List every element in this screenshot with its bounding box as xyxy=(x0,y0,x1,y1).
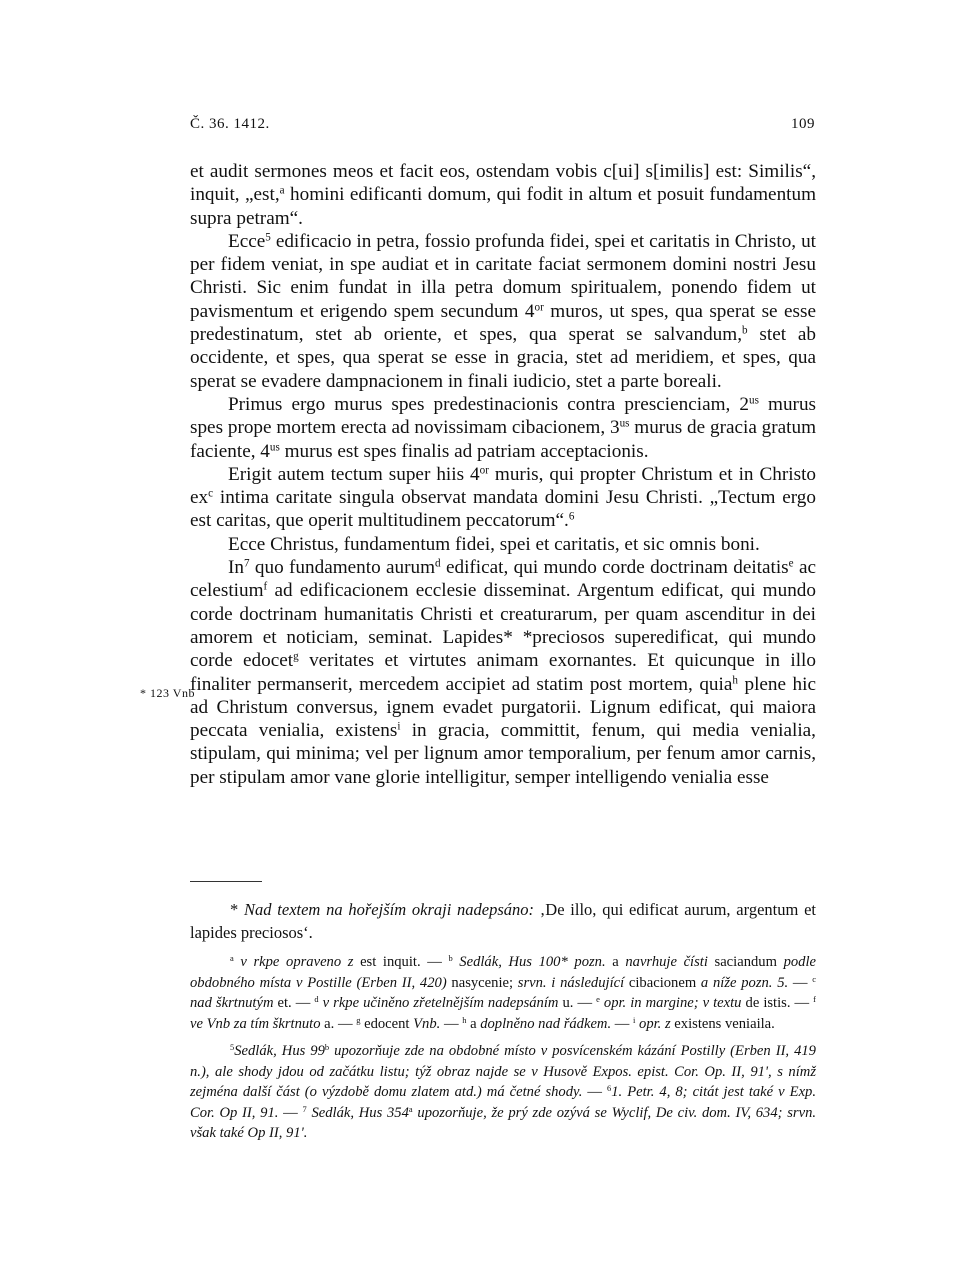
footnote-mark: a xyxy=(279,184,285,197)
text-run: — xyxy=(611,1015,634,1032)
text-run: intima caritate singula observat mandata domini Jesu Christi. „Tectum ergo est caritas, que operit multitudinem peccatorum“. xyxy=(190,487,816,532)
italic-text: Sedlák, Hus 100* pozn. xyxy=(452,954,606,970)
text-run: u. — xyxy=(558,995,597,1011)
footnote-mark: c xyxy=(812,973,816,984)
footnote-mark: 5 xyxy=(265,231,271,244)
text-run: Ecce xyxy=(228,230,266,252)
italic-text: doplněno nad řádkem. xyxy=(480,1015,612,1032)
text-run: stet ab occidente, et spes, qua sperat se esse in gracia, stet ad meridiem, et spes, qua sperat se evadere dampnacionem in finali iudicio, stet a parte boreali. xyxy=(190,324,816,392)
italic-text: upozorňuje, že prý zde ozývá se Wyclif, De civ. dom. IV, 634; srvn. však také Op II, 91'. xyxy=(190,1104,817,1141)
footnote-mark: or xyxy=(534,301,544,314)
text-run: a xyxy=(466,1015,481,1032)
text-run: homini edificanti domum, qui fodit in altum et posuit fundamentum supra petram“. xyxy=(190,184,817,229)
italic-text: a níže pozn. 5. xyxy=(700,974,789,991)
italic-text: srvn. i následující xyxy=(517,974,625,991)
footnote-mark: c xyxy=(208,487,214,500)
paragraph xyxy=(190,230,816,393)
text-run: muros, ut spes, qua sperat se esse predestinatum, stet ab oriente, et spes, qua sperat se salvandum, xyxy=(190,300,816,346)
margin-folio-note: * 123 Vnb xyxy=(140,686,195,700)
italic-text: v rkpe učiněno zřetelnějším nadepsáním xyxy=(318,995,559,1011)
footnote-apparatus xyxy=(190,952,816,1034)
footnote-mark: 7 xyxy=(302,1103,307,1114)
italic-text: navrhuje čísti xyxy=(625,954,708,970)
italic-text: nad škrtnutým xyxy=(190,995,274,1011)
italic-text: v rkpe opraveno z xyxy=(233,954,354,970)
italic-text: opr. z xyxy=(635,1015,671,1032)
footnote-mark: i xyxy=(397,720,401,733)
text-run: Ecce Christus, fundamentum fidei, spei et caritatis, et sic omnis boni. xyxy=(228,533,760,555)
text-run: Erigit autem tectum super hiis 4 xyxy=(228,463,480,485)
footnote-mark: or xyxy=(479,464,489,477)
footnote-mark: g xyxy=(293,650,299,663)
running-header xyxy=(190,116,815,140)
footnotes xyxy=(190,898,816,1144)
footnote-mark: 6 xyxy=(568,510,575,523)
text-run: plene hic ad Christum conversus, ignem evadet purgatorii. Lignum edificat, qui maiora peccata venialia, existens xyxy=(190,673,817,742)
italic-text: Vnb. xyxy=(413,1015,441,1032)
page-number: 109 xyxy=(791,116,815,132)
text-run: muris, qui propter Christum et in Christo ex xyxy=(190,463,817,509)
footnote-mark: us xyxy=(619,417,630,430)
footnote-mark: g xyxy=(356,1014,361,1025)
text-run: de istis. — xyxy=(741,995,814,1011)
text-run: — xyxy=(440,1015,463,1032)
footnote-mark: 6 xyxy=(607,1082,612,1093)
text-run: Primus ergo murus spes predestinacionis contra prescienciam, 2 xyxy=(228,393,750,415)
text-run: — xyxy=(278,1104,303,1121)
footnote-star xyxy=(190,898,816,944)
text-run: murus de gracia gratum faciente, 4 xyxy=(190,417,817,462)
footnote-mark: f xyxy=(263,580,268,593)
text-run: murus est spes finalis ad patriam acceptacionis. xyxy=(279,440,649,462)
footnote-mark: a xyxy=(230,952,234,963)
text-run: edocent xyxy=(360,1015,414,1032)
text-run: nasycenie; xyxy=(446,974,518,991)
footnote-mark: b xyxy=(324,1041,330,1052)
italic-text: upozorňuje zde na obdobné místo v posvícenském kázání Postilly (Erben II, 419 n.), ale shody jdou od začátku listu; týž obraz najde se v Husově Expos. epist. Cor. Op. II, 91', s nímž zejména další část (o výzdobě domu zlatem atd.) má četné shody. xyxy=(190,1043,816,1100)
footnote-mark: i xyxy=(633,1014,636,1025)
footnote-mark: a xyxy=(408,1103,413,1114)
text-run: — xyxy=(788,974,813,991)
text-run: veritates et virtutes animam exornantes. Et quicunque in illo finaliter permanserit, mercedem accipiet ad statim post mortem, quia xyxy=(190,650,816,695)
main-text xyxy=(190,160,816,789)
text-run: saciandum xyxy=(707,954,784,970)
text-run: In xyxy=(228,557,244,579)
text-run: existens veniaila. xyxy=(670,1015,775,1032)
footnote-separator xyxy=(190,881,262,882)
text-run: ac celestium xyxy=(190,557,816,602)
text-run: est inquit. — xyxy=(353,954,449,970)
text-run: edificacio in petra, fossio profunda fidei, spei et caritatis in Christo, ut per fidem veniat, in spe audiat et in caritate faciat sermonem domini nostri Jesu Christi. Sic enim fundat in illa petra domum spiritualem, ponendo fidem ut pavismentum et erigendo spem secundum 4 xyxy=(190,230,816,322)
footnote-mark: d xyxy=(314,993,319,1004)
text-run: ad edificacionem ecclesie disseminat. Argentum edificat, qui mundo corde doctrinam humanitatis Christi et creaturarum, per quam ascenditur in dei amorem et noticiam, seminat. Lapides* *preciosos superedificat, qui mundo corde edocet xyxy=(190,580,816,672)
footnote-mark: b xyxy=(448,952,453,963)
text-run: et audit sermones meos et facit eos, ostendam vobis c[ui] s[imilis] est: Similis“, inquit, „est, xyxy=(190,161,816,206)
text-run: et. — xyxy=(273,995,315,1011)
chapter-and-year: Č. 36. 1412. xyxy=(190,116,270,132)
footnote-mark: f xyxy=(813,993,816,1004)
paragraph xyxy=(190,463,816,533)
paragraph xyxy=(190,160,816,230)
footnote-mark: 7 xyxy=(243,557,250,570)
paragraph xyxy=(190,393,816,463)
footnote-mark: us xyxy=(269,440,280,453)
footnote-mark: b xyxy=(742,324,748,337)
italic-text: ve Vnb za tím škrtnuto xyxy=(190,1015,321,1032)
text-run: quo fundamento aurum xyxy=(249,557,436,579)
footnote-mark: h xyxy=(732,673,738,686)
italic-text: Sedlák, Hus 99 xyxy=(234,1043,325,1059)
text-run: murus spes prope mortem erecta ad novissimam cibacionem, 3 xyxy=(190,393,816,439)
text-run: ‚De illo, qui edificat aurum, argentum et lapides preciosos‘. xyxy=(190,900,816,942)
footnote-mark: h xyxy=(462,1014,467,1025)
paragraph xyxy=(190,533,816,556)
footnote-mark: e xyxy=(788,557,794,570)
italic-text: opr. in margine; v textu xyxy=(599,995,742,1011)
italic-text: Sedlák, Hus 354 xyxy=(306,1104,409,1121)
text-run: * xyxy=(230,900,245,919)
text-run: — xyxy=(582,1084,608,1100)
italic-text: Nad textem na hořejším okraji nadepsáno: xyxy=(244,900,535,919)
footnote-sources xyxy=(190,1041,816,1144)
italic-text: 1. Petr. 4, 8; citát jest také v Exp. Cor. Op II, 91. xyxy=(190,1084,817,1121)
footnote-mark: us xyxy=(749,394,759,407)
text-run: edificat, qui mundo corde doctrinam deitatis xyxy=(440,557,789,579)
text-run: a. — xyxy=(320,1015,357,1032)
footnote-mark: d xyxy=(435,557,441,570)
footnote-mark: 5 xyxy=(230,1041,235,1052)
text-run: a xyxy=(605,954,626,970)
paragraph xyxy=(190,556,816,789)
text-run: in gracia, committit, fenum, qui media venialia, stipulam, qui minima; vel per lignum amor temporalium, per fenum amor carnis, per stipulam amor vane glorie intelligitur, semper intelligendo venialia esse xyxy=(190,720,816,788)
text-run: cibacionem xyxy=(624,974,701,991)
footnote-mark: e xyxy=(596,993,600,1004)
italic-text: podle obdobného místa v Postille (Erben II, 420) xyxy=(190,954,816,991)
